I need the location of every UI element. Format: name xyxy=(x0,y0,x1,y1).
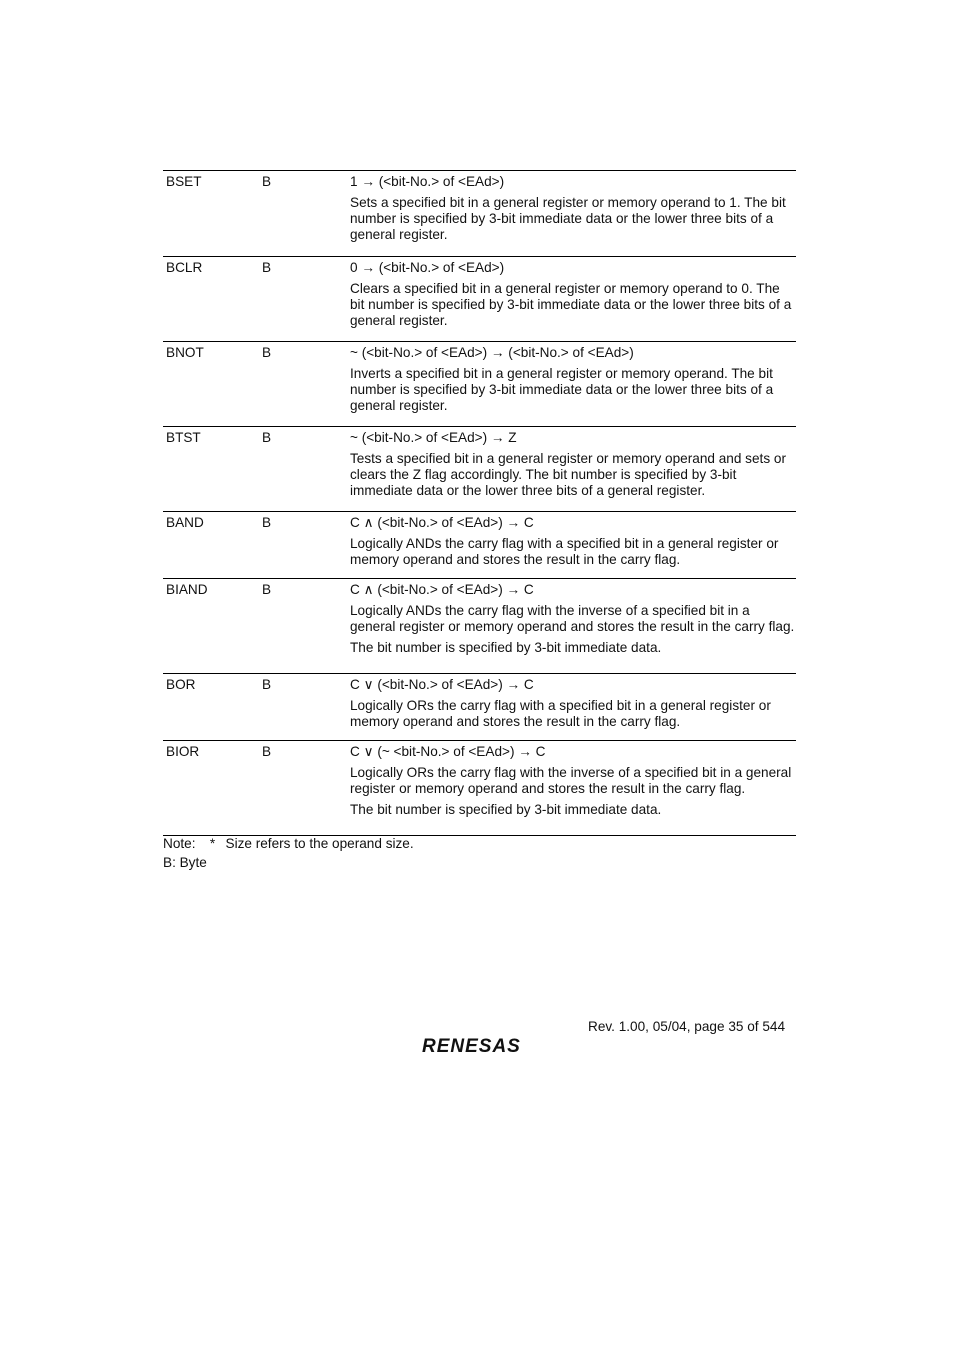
function-cell xyxy=(350,515,796,568)
operation-text: 1 → (<bit-No.> of <EAd>) xyxy=(350,174,505,189)
table-row xyxy=(163,740,796,835)
operation-text: C ∨ (<bit-No.> of <EAd>) → C xyxy=(350,677,534,692)
note-asterisk: * xyxy=(209,836,216,851)
size-cell: B xyxy=(262,260,272,275)
function-cell xyxy=(350,430,796,500)
table-row xyxy=(163,171,796,256)
table-row xyxy=(163,426,796,511)
operation-text: C ∧ (<bit-No.> of <EAd>) → C xyxy=(350,515,534,530)
description-text: Sets a specified bit in a general register or memory operand to 1. The bit number is specified by 3-bit immediate data or the lower three bits of a general register. xyxy=(350,195,786,243)
description-text: Logically ANDs the carry flag with a specified bit in a general register or memory operand and stores the result in the carry flag. xyxy=(350,536,779,568)
instruction-cell: BIOR xyxy=(166,744,200,759)
instruction-cell: BNOT xyxy=(166,345,204,360)
page-info: Rev. 1.00, 05/04, page 35 of 544 xyxy=(588,1019,786,1034)
instruction-cell: BSET xyxy=(166,174,202,189)
description-text: Clears a specified bit in a general register or memory operand to 0. The bit number is specified by 3-bit immediate data or the lower three bits of a general register. xyxy=(350,281,792,329)
operation-text: ~ (<bit-No.> of <EAd>) → Z xyxy=(350,430,517,445)
note-text: Size refers to the operand size. xyxy=(225,836,414,851)
size-cell: B xyxy=(262,430,272,445)
extra-note-text: The bit number is specified by 3-bit immediate data. xyxy=(350,802,662,818)
description-text: Logically ORs the carry flag with the inverse of a specified bit in a general register or memory operand and stores the result in the carry flag. xyxy=(350,765,792,797)
instruction-cell: BIAND xyxy=(166,582,208,597)
function-cell xyxy=(350,582,796,657)
function-cell xyxy=(350,260,796,330)
instruction-cell: BAND xyxy=(166,515,204,530)
operation-text: 0 → (<bit-No.> of <EAd>) xyxy=(350,260,505,275)
operation-text: C ∧ (<bit-No.> of <EAd>) → C xyxy=(350,582,534,597)
table-row xyxy=(163,341,796,426)
table-row xyxy=(163,256,796,341)
logo-text: RENESAS xyxy=(422,1036,521,1057)
size-cell: B xyxy=(262,744,272,759)
description-text: Logically ORs the carry flag with a specified bit in a general register or memory operand and stores the result in the carry flag. xyxy=(350,698,771,730)
size-cell: B xyxy=(262,174,272,189)
extra-note-text: The bit number is specified by 3-bit immediate data. xyxy=(350,640,662,656)
description-text: Tests a specified bit in a general register or memory operand and sets or clears the Z flag accordingly. The bit number is specified by 3-bit immediate data or the lower three bits of a general register. xyxy=(350,451,786,499)
size-cell: B xyxy=(262,345,272,360)
table-row xyxy=(163,673,796,740)
renesas-logo-graphic xyxy=(422,1033,542,1057)
description-text: Logically ANDs the carry flag with the inverse of a specified bit in a general register or memory operand and stores the result in the carry flag. xyxy=(350,603,795,635)
size-cell: B xyxy=(262,677,272,692)
renesas-logo xyxy=(422,1033,542,1060)
operation-text: ~ (<bit-No.> of <EAd>) → (<bit-No.> of <EAd>) xyxy=(350,345,634,360)
description-text: Inverts a specified bit in a general register or memory operand. The bit number is specified by 3-bit immediate data or the lower three bits of a general register. xyxy=(350,366,774,414)
instruction-cell: BCLR xyxy=(166,260,203,275)
table-note xyxy=(163,836,414,871)
instruction-cell: BTST xyxy=(166,430,201,445)
function-cell xyxy=(350,345,796,415)
size-cell: B xyxy=(262,582,272,597)
operation-text: C ∨ (~ <bit-No.> of <EAd>) → C xyxy=(350,744,546,759)
function-cell xyxy=(350,744,796,819)
note-label: Note: xyxy=(163,836,196,851)
size-cell: B xyxy=(262,515,272,530)
note-byte-definition: B: Byte xyxy=(163,855,207,870)
table-row xyxy=(163,511,796,578)
function-cell xyxy=(350,677,796,730)
instruction-table xyxy=(163,170,796,836)
instruction-cell: BOR xyxy=(166,677,196,692)
function-cell xyxy=(350,174,796,244)
table-row xyxy=(163,578,796,673)
